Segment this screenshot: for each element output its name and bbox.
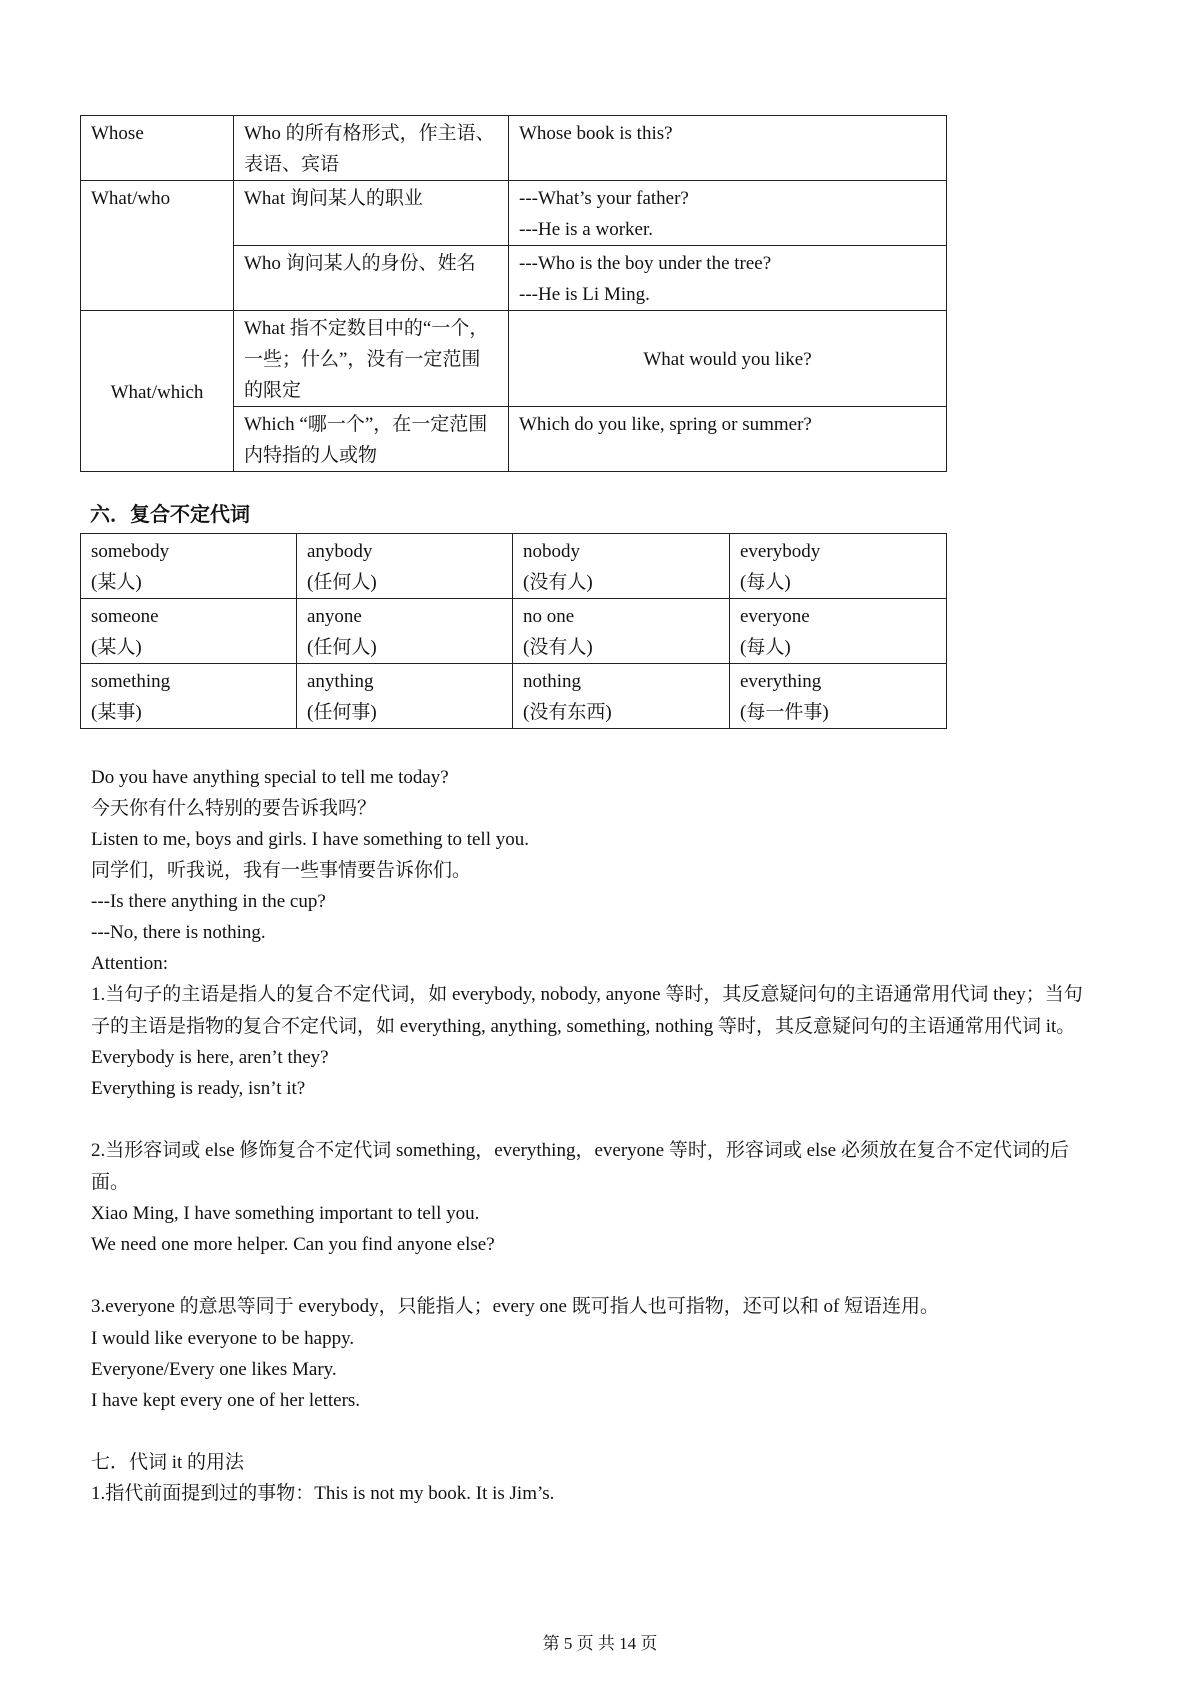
pronoun-en: nothing — [523, 671, 582, 692]
pronoun-zh: (某人) — [91, 572, 142, 593]
table-row — [81, 116, 947, 181]
rule-paragraph: 1.当句子的主语是指人的复合不定代词，如 everybody, nobody, anyone 等时，其反意疑问句的主语通常用代词 they；当句子的主语是指物的复合不定代词，如 everything, anything, something, nothing 等时，其反意疑问句的主语通常用代词 it。 — [91, 984, 1083, 1037]
example-sentence: Everything is ready, isn’t it? — [91, 1078, 306, 1099]
pronoun-zh: (任何人) — [307, 637, 377, 658]
pronoun-cell — [730, 664, 947, 729]
word-cell: What/who — [81, 181, 234, 311]
example-sentence: Listen to me, boys and girls. I have something to tell you. — [91, 829, 529, 850]
example-line: ---What’s your father? — [519, 188, 689, 209]
example-sentence: I would like everyone to be happy. — [91, 1327, 355, 1349]
pronoun-cell — [730, 534, 947, 599]
pronoun-cell — [513, 599, 730, 664]
attention-label: Attention: — [91, 953, 169, 974]
example-line: ---Who is the boy under the tree? — [519, 253, 772, 274]
translation: 同学们，听我说，我有一些事情要告诉你们。 — [91, 860, 472, 881]
pronoun-en: anybody — [307, 541, 373, 562]
usage-cell: Who 询问某人的身份、姓名 — [234, 246, 509, 311]
rule-paragraph: 3.everyone 的意思等同于 everybody，只能指人；every one 既可指人也可指物，还可以和 of 短语连用。 — [91, 1296, 940, 1317]
pronoun-en: anyone — [307, 606, 362, 627]
section-heading: 六．复合不定代词 — [90, 504, 250, 526]
spacer — [91, 1416, 1091, 1447]
pronoun-cell — [297, 599, 513, 664]
pronoun-en: everybody — [740, 541, 821, 562]
pronoun-zh: (没有东西) — [523, 702, 612, 723]
example-cell: Whose book is this? — [509, 116, 947, 181]
pronoun-en: somebody — [91, 541, 170, 562]
pronoun-en: anything — [307, 671, 374, 692]
table-row — [81, 599, 947, 664]
pronoun-cell — [81, 599, 297, 664]
pronoun-en: no one — [523, 606, 575, 627]
example-cell — [509, 246, 947, 311]
example-sentence: We need one more helper. Can you find anyone else? — [91, 1234, 495, 1255]
pronoun-zh: (没有人) — [523, 572, 593, 593]
usage-cell: What 指不定数目中的“一个，一些；什么”，没有一定范围的限定 — [234, 311, 509, 407]
usage-cell: Who 的所有格形式，作主语、表语、宾语 — [234, 116, 509, 181]
pronoun-cell — [81, 534, 297, 599]
question-words-table — [80, 115, 947, 472]
pronoun-zh: (任何事) — [307, 702, 377, 723]
pronoun-cell — [513, 664, 730, 729]
compound-pronoun-table — [80, 533, 947, 729]
body-text — [91, 762, 1091, 1509]
pronoun-cell — [730, 599, 947, 664]
pronoun-en: everything — [740, 671, 822, 692]
table-row — [81, 534, 947, 599]
word-cell: Whose — [81, 116, 234, 181]
usage-cell: Which “哪一个”，在一定范围内特指的人或物 — [234, 407, 509, 472]
pronoun-zh: (任何人) — [307, 572, 377, 593]
example-sentence: I have kept every one of her letters. — [91, 1389, 361, 1411]
pronoun-zh: (某人) — [91, 637, 142, 658]
example-line: ---He is a worker. — [519, 219, 654, 240]
example-sentence: Do you have anything special to tell me today? — [91, 767, 449, 788]
pronoun-en: someone — [91, 606, 159, 627]
dialogue-line: ---Is there anything in the cup? — [91, 891, 326, 912]
translation: 今天你有什么特别的要告诉我吗？ — [91, 798, 377, 819]
example-cell: Which do you like, spring or summer? — [509, 407, 947, 472]
pronoun-zh: (每人) — [740, 637, 791, 658]
dialogue-line: ---No, there is nothing. — [91, 922, 266, 943]
spacer — [91, 1104, 1091, 1135]
example-cell — [509, 181, 947, 246]
pronoun-zh: (每人) — [740, 572, 791, 593]
example-line: ---He is Li Ming. — [519, 284, 650, 305]
rule-line: 1.指代前面提到过的事物：This is not my book. It is Jim’s. — [91, 1482, 555, 1504]
pronoun-zh: (某事) — [91, 702, 142, 723]
pronoun-cell — [297, 534, 513, 599]
example-cell: What would you like? — [509, 311, 947, 407]
example-sentence: Everyone/Every one likes Mary. — [91, 1358, 337, 1380]
table-row — [81, 181, 947, 246]
spacer — [91, 1260, 1091, 1291]
table-row — [81, 311, 947, 407]
table-row — [81, 664, 947, 729]
example-sentence: Everybody is here, aren’t they? — [91, 1047, 329, 1068]
pronoun-en: something — [91, 671, 171, 692]
pronoun-en: nobody — [523, 541, 580, 562]
pronoun-zh: (没有人) — [523, 637, 593, 658]
pronoun-en: everyone — [740, 606, 810, 627]
page-footer: 第 5 页 共 14 页 — [542, 1634, 658, 1653]
word-cell: What/which — [81, 311, 234, 472]
rule-paragraph: 2.当形容词或 else 修饰复合不定代词 something，everything，everyone 等时，形容词或 else 必须放在复合不定代词的后面。 — [91, 1140, 1069, 1193]
usage-cell: What 询问某人的职业 — [234, 181, 509, 246]
pronoun-cell — [513, 534, 730, 599]
section-heading: 七．代词 it 的用法 — [91, 1451, 245, 1473]
pronoun-cell — [297, 664, 513, 729]
example-sentence: Xiao Ming, I have something important to tell you. — [91, 1203, 480, 1224]
pronoun-zh: (每一件事) — [740, 702, 829, 723]
pronoun-cell — [81, 664, 297, 729]
